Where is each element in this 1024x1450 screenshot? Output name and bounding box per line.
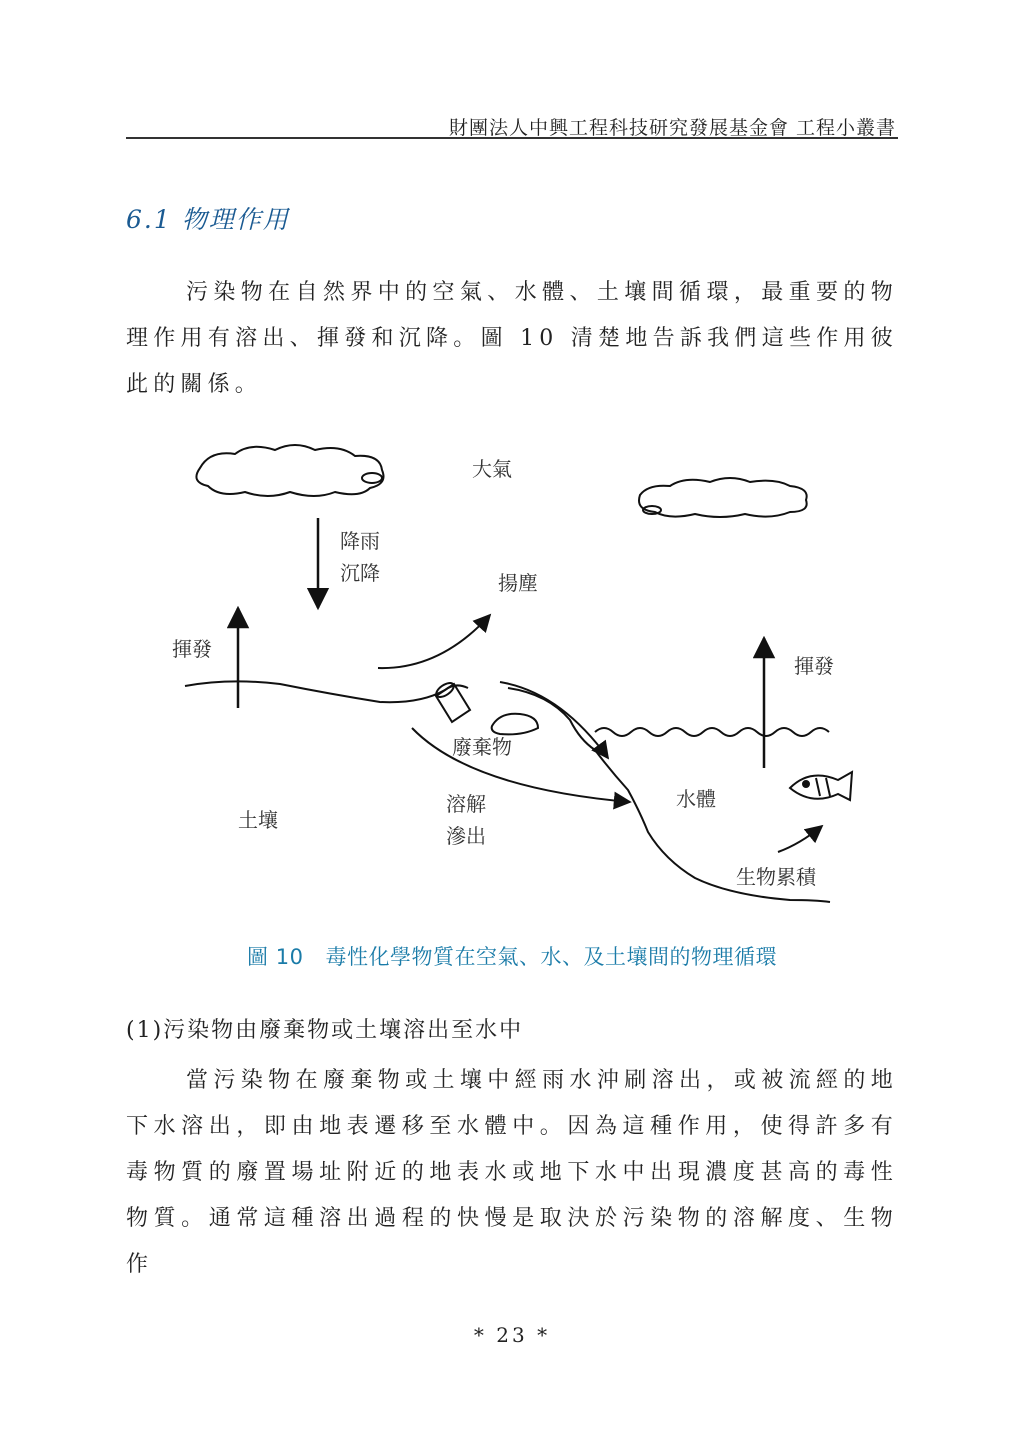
label-dissolve: 溶解 (446, 792, 486, 816)
section-heading: 6.1 物理作用 (126, 205, 290, 234)
ground-surface (185, 681, 468, 702)
dust-arrow (378, 615, 490, 668)
label-atmosphere: 大氣 (472, 457, 512, 481)
label-soil: 土壤 (238, 808, 278, 832)
header-rule (126, 137, 898, 139)
label-water: 水體 (676, 787, 716, 811)
label-waste: 廢棄物 (452, 735, 512, 759)
body-paragraph: 當污染物在廢棄物或土壤中經雨水沖刷溶出，或被流經的地下水溶出，即由地表遷移至水體中。因為這種作用，使得許多有毒物質的廢置場址附近的地表水或地下水中出現濃度甚高的毒性物質。通常這種溶出過程的快慢是取決於污染物的溶解度、生物作 (126, 1068, 898, 1277)
label-dust: 揚塵 (498, 571, 538, 595)
water-surface (595, 728, 829, 736)
figure-caption (0, 941, 1024, 971)
page-header-title: 財團法人中興工程科技研究發展基金會 工程小叢書 (448, 117, 896, 139)
label-evaporation-left: 揮發 (172, 637, 212, 661)
label-rain: 降雨 (340, 529, 380, 553)
fish-icon (790, 772, 852, 800)
figure (150, 440, 870, 930)
figure-number: 圖 10 (247, 945, 304, 969)
label-leach: 滲出 (446, 824, 486, 848)
label-deposition: 沉降 (340, 561, 380, 585)
intro-paragraph: 污染物在自然界中的空氣、水體、土壤間循環，最重要的物理作用有溶出、揮發和沉降。圖 10 清楚地告訴我們這些作用彼此的關係。 (126, 280, 898, 397)
cloud-right-icon (639, 478, 807, 517)
subheading: (1)污染物由廢棄物或土壤溶出至水中 (126, 1018, 524, 1043)
cloud-left-icon (196, 445, 383, 496)
dissolution-arrow (412, 728, 630, 802)
waste-pile-icon (492, 714, 538, 735)
label-evaporation-right: 揮發 (794, 654, 834, 678)
page-number: * 23 * (473, 1323, 551, 1347)
label-bioaccumulation: 生物累積 (736, 865, 816, 889)
bioaccumulation-arrow (778, 826, 822, 852)
figure-caption-text: 毒性化學物質在空氣、水、及土壤間的物理循環 (325, 945, 777, 969)
